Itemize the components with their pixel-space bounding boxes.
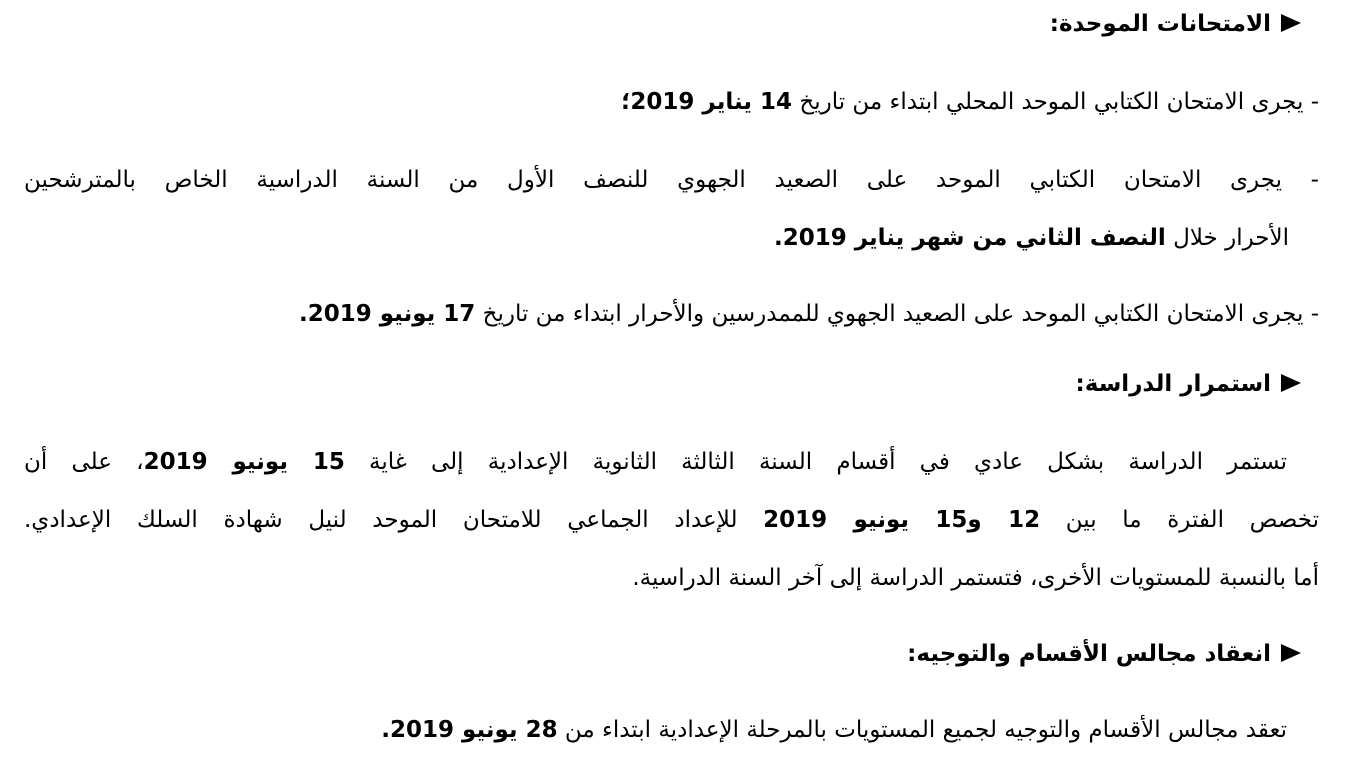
continuation-text: أما بالنسبة للمستويات الأخرى، فتستمر الدراسة إلى آخر السنة الدراسية.: [632, 565, 1319, 591]
continuation-line-1: [24, 448, 1287, 478]
continuation-text: تخصص الفترة ما بين: [1040, 507, 1319, 533]
exam-item-3-text: - يجرى الامتحان الكتابي الموحد على الصعيد الجهوي للممدرسين والأحرار ابتداء من تاريخ: [475, 301, 1319, 327]
arrow-bullet-icon: [1281, 14, 1301, 32]
arrow-bullet-icon: [1281, 374, 1301, 392]
exam-item-1-date: 14 يناير 2019؛: [621, 89, 793, 115]
section-heading-exams: [24, 10, 1301, 40]
continuation-text-cont: ، على أن: [24, 449, 144, 475]
continuation-line-3: [24, 564, 1319, 594]
continuation-date: 15 يونيو 2019: [143, 449, 345, 475]
exam-item-1-text: - يجرى الامتحان الكتابي الموحد المحلي ابتداء من تاريخ: [792, 89, 1319, 115]
councils-date: 28 يونيو 2019.: [381, 717, 558, 743]
councils-text: تعقد مجالس الأقسام والتوجيه لجميع المستويات بالمرحلة الإعدادية ابتداء من: [557, 717, 1287, 743]
exam-item-2-text-cont: الأحرار خلال: [1165, 225, 1289, 251]
continuation-text: تستمر الدراسة بشكل عادي في أقسام السنة الثالثة الثانوية الإعدادية إلى غاية: [344, 449, 1287, 475]
exam-item-2-text: - يجرى الامتحان الكتابي الموحد على الصعيد الجهوي للنصف الأول من السنة الدراسية الخاص بالمترشحين: [24, 167, 1319, 193]
heading-text: استمرار الدراسة:: [1075, 371, 1271, 397]
section-heading-councils: [24, 640, 1301, 670]
exam-item-2-date: النصف الثاني من شهر يناير 2019.: [773, 225, 1166, 251]
section-heading-continuation: [24, 370, 1301, 400]
exam-item-2-line-2: [24, 224, 1289, 254]
exam-item-1: [24, 88, 1319, 118]
exam-item-3: [60, 300, 1319, 330]
continuation-line-2: [24, 506, 1319, 536]
exam-item-3-date: 17 يونيو 2019.: [298, 301, 476, 327]
continuation-period: 12 و15 يونيو 2019: [763, 507, 1041, 533]
exam-item-2-line-1: [24, 166, 1319, 196]
arrow-bullet-icon: [1281, 644, 1301, 662]
heading-text: الامتحانات الموحدة:: [1049, 11, 1271, 37]
heading-text: انعقاد مجالس الأقسام والتوجيه:: [907, 641, 1271, 667]
continuation-text-cont: للإعداد الجماعي للامتحان الموحد لنيل شهادة السلك الإعدادي.: [24, 507, 764, 533]
councils-line-1: [24, 716, 1287, 746]
